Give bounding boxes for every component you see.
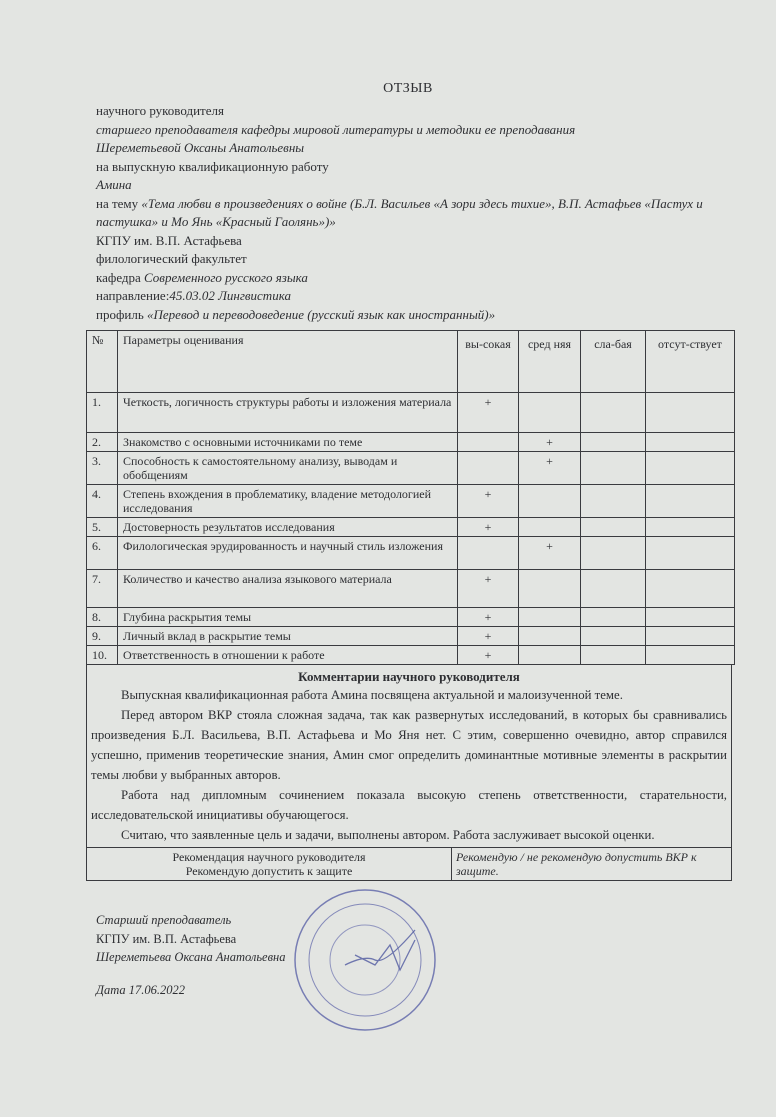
rating-cell: [519, 646, 581, 665]
table-row: [87, 570, 735, 608]
direction-value: 45.03.02 Лингвистика: [169, 288, 291, 303]
row-number: 7.: [87, 570, 118, 608]
row-number: 8.: [87, 608, 118, 627]
rating-cell: [581, 537, 646, 570]
table-row: [87, 485, 735, 518]
rating-cell: +: [519, 433, 581, 452]
student-name: Амина: [96, 177, 132, 192]
rating-cell: +: [458, 646, 519, 665]
table-row: [87, 627, 735, 646]
row-number: 6.: [87, 537, 118, 570]
university: КГПУ им. В.П. Астафьева: [96, 232, 242, 248]
rating-cell: [646, 570, 735, 608]
recommendation-label: Рекомендация научного руководителя: [172, 850, 366, 864]
rating-cell: [646, 433, 735, 452]
rating-cell: [581, 646, 646, 665]
comments-title: Комментарии научного руководителя: [298, 669, 520, 684]
rating-cell: [646, 518, 735, 537]
table-row: [87, 393, 735, 433]
row-parameter: Четкость, логичность структуры работы и изложения материала: [118, 393, 458, 433]
table-row: [87, 537, 735, 570]
official-stamp: [285, 885, 445, 1035]
direction-prefix: направление:: [96, 288, 170, 303]
topic-prefix: на тему: [96, 195, 142, 211]
signature-area: [0, 881, 776, 1051]
rating-cell: [646, 537, 735, 570]
rating-cell: [458, 452, 519, 485]
row-number: 3.: [87, 452, 118, 485]
table-row: [87, 433, 735, 452]
rating-cell: [581, 627, 646, 646]
rating-cell: [581, 452, 646, 485]
document-date: Дата 17.06.2022: [96, 983, 186, 997]
recommendation-note: Рекомендую / не рекомендую допустить ВКР к защите.: [456, 850, 697, 878]
topic-text: «Тема любви в произведениях о войне (Б.Л. Васильев «А зори здесь тихие», В.П. Астафьев «Пастух и пастушка» и Мо Янь «Красный Гаолянь»)»: [96, 195, 703, 229]
column-header: сла-бая: [581, 331, 646, 393]
rating-cell: [519, 485, 581, 518]
topic: [96, 195, 746, 232]
row-number: 1.: [87, 393, 118, 433]
column-header: сред няя: [519, 331, 581, 393]
row-number: 9.: [87, 627, 118, 646]
rating-cell: [458, 537, 519, 570]
row-parameter: Достоверность результатов исследования: [118, 518, 458, 537]
rating-cell: [519, 518, 581, 537]
signer-position: Старший преподаватель: [96, 913, 232, 927]
table-row: [87, 452, 735, 485]
rating-cell: [519, 570, 581, 608]
recommendation-value: Рекомендую допустить к защите: [185, 864, 353, 878]
rating-cell: [519, 393, 581, 433]
profile-value: «Перевод и переводоведение (русский язык как иностранный)»: [147, 306, 496, 322]
document-header: [96, 102, 746, 324]
signature-scribble-icon: [345, 930, 415, 970]
recommendation-left: [87, 848, 452, 880]
rating-cell: +: [458, 393, 519, 433]
supervisor-position: старшего преподавателя кафедры мировой литературы и методики ее преподавания: [96, 121, 576, 137]
rating-cell: [458, 433, 519, 452]
row-parameter: Глубина раскрытия темы: [118, 608, 458, 627]
row-number: 2.: [87, 433, 118, 452]
rating-cell: [581, 608, 646, 627]
row-number: 5.: [87, 518, 118, 537]
row-parameter: Знакомство с основными источниками по теме: [118, 433, 458, 452]
table-row: [87, 608, 735, 627]
comment-paragraph: Работа над дипломным сочинением показала высокую степень ответственности, старательности, исследовательской инициативы обучающегося.: [91, 788, 727, 822]
row-parameter: Ответственность в отношении к работе: [118, 646, 458, 665]
signer-university: КГПУ им. В.П. Астафьева: [96, 931, 237, 946]
header-line: научного руководителя: [96, 103, 224, 118]
comment-paragraph: Выпускная квалификационная работа Амина посвящена актуальной и малоизученной теме.: [121, 688, 623, 702]
faculty: филологический факультет: [96, 251, 247, 266]
rating-cell: +: [458, 627, 519, 646]
rating-cell: [581, 570, 646, 608]
rating-cell: [646, 452, 735, 485]
column-header: вы-сокая: [458, 331, 519, 393]
column-header: отсут-ствует: [646, 331, 735, 393]
department-prefix: кафедра: [96, 269, 145, 285]
evaluation-table: [86, 330, 735, 665]
row-parameter: Способность к самостоятельному анализу, выводам и обобщениям: [118, 452, 458, 485]
profile-prefix: профиль: [96, 306, 148, 322]
column-header: Параметры оценивания: [118, 331, 458, 393]
rating-cell: [646, 646, 735, 665]
table-header-row: [87, 331, 735, 393]
rating-cell: [646, 393, 735, 433]
rating-cell: +: [458, 518, 519, 537]
rating-cell: [581, 518, 646, 537]
comments-section: [86, 665, 732, 848]
comment-paragraph: Перед автором ВКР стояла сложная задача, так как развернутых исследований, в которых бы сравнивались произведения Б.Л. Васильева, В.П. Астафьева и Мо Яня нет. С этим, совершенно очевидно, автор справился успешно, применив теоретические знания, Амин смог определить доминантные мотивные элементы в раскрытии темы любви у выбранных авторов.: [91, 708, 727, 782]
rating-cell: [581, 485, 646, 518]
rating-cell: [519, 627, 581, 646]
document-title: ОТЗЫВ: [383, 81, 433, 96]
table-row: [87, 646, 735, 665]
rating-cell: +: [458, 570, 519, 608]
department: [96, 269, 746, 288]
signature-block: [96, 911, 285, 967]
rating-cell: +: [519, 537, 581, 570]
direction: [96, 287, 746, 306]
supervisor-name: Шереметьевой Оксаны Анатольевны: [96, 140, 305, 155]
row-number: 4.: [87, 485, 118, 518]
recommendation-row: [86, 848, 732, 881]
table-row: [87, 518, 735, 537]
row-parameter: Филологическая эрудированность и научный стиль изложения: [118, 537, 458, 570]
column-header: №: [87, 331, 118, 393]
row-parameter: Личный вклад в раскрытие темы: [118, 627, 458, 646]
row-parameter: Степень вхождения в проблематику, владение методологией исследования: [118, 485, 458, 518]
rating-cell: [646, 627, 735, 646]
rating-cell: +: [458, 485, 519, 518]
comment-paragraph: Считаю, что заявленные цель и задачи, выполнены автором. Работа заслуживает высокой оценки.: [121, 828, 655, 842]
rating-cell: +: [519, 452, 581, 485]
rating-cell: +: [458, 608, 519, 627]
profile: [96, 306, 746, 325]
row-parameter: Количество и качество анализа языкового материала: [118, 570, 458, 608]
rating-cell: [646, 485, 735, 518]
rating-cell: [519, 608, 581, 627]
row-number: 10.: [87, 646, 118, 665]
signer-name: Шереметьева Оксана Анатольевна: [96, 950, 286, 964]
rating-cell: [646, 608, 735, 627]
rating-cell: [581, 433, 646, 452]
department-name: Современного русского языка: [144, 269, 308, 285]
rating-cell: [581, 393, 646, 433]
header-line: на выпускную квалификационную работу: [96, 158, 329, 174]
